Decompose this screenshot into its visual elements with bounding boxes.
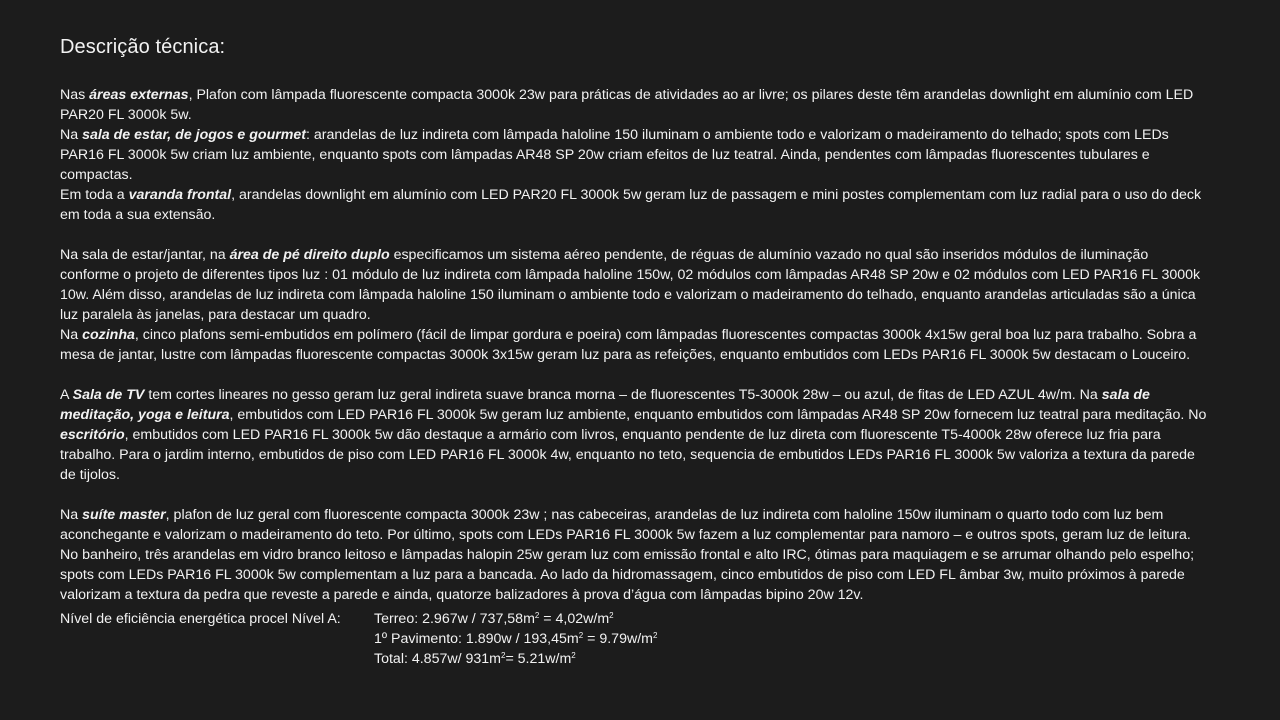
description-paragraph [60,245,1210,325]
description-paragraph [60,385,1210,485]
paragraph-text: Em toda a [60,187,129,203]
energy-efficiency-label: Nível de eficiência energética procel Nível A: [60,611,341,627]
paragraph-text: Nas [60,87,90,103]
superscript: 2 [652,631,658,640]
paragraph-text: , embutidos com LED PAR16 FL 3000k 5w geram luz ambiente, enquanto embutidos com lâmpadas AR48 SP 20w fornecem luz teatral para meditação. No [229,407,1207,423]
energy-efficiency-values [374,609,657,669]
description-paragraph [60,125,1210,185]
paragraph-text: , cinco plafons semi-embutidos em polímero (fácil de limpar gordura e poeira) com lâmpadas fluorescentes compactas 3000k 4x15w geral boa luz para trabalho. Sobra a mesa de jantar, lustre com lâmpadas fluorescente compactas 3000k 3x15w geram luz para as refeições, enquanto embutidos com LEDs PAR16 FL 3000k 5w destacam o Louceiro. [60,327,1197,363]
superscript: 2 [534,611,540,620]
paragraph-text: , arandelas downlight em alumínio com LED PAR20 FL 3000k 5w geram luz de passagem e mini postes complementam com luz radial para o uso do deck em toda a sua extensão. [60,187,1202,223]
emphasized-area-name: área de pé direito duplo [229,247,390,263]
efficiency-line [374,609,657,629]
efficiency-text: Terreo: 2.967w / 737,58m [374,611,535,627]
paragraph-gap [60,225,1210,245]
paragraph-gap [60,365,1210,385]
paragraph-gap [60,485,1210,505]
paragraph-text: Na [60,507,83,523]
paragraph-text: tem cortes lineares no gesso geram luz geral indireta suave branca morna – de fluorescentes T5-3000k 28w – ou azul, de fitas de LED AZUL 4w/m. Na [144,387,1102,403]
efficiency-text: = 4,02w/m [539,611,610,627]
page-title: Descrição técnica: [60,36,226,58]
paragraph-text: especificamos um sistema aéreo pendente, de réguas de alumínio vazado no qual são inseridos módulos de iluminação conforme o projeto de diferentes tipos luz : 01 módulo de luz indireta com lâmpada haloline 150w, 02 módulos com lâmpadas AR48 SP 20w e 02 módulos com LED PAR16 FL 3000k 10w. Além disso, arandelas de luz indireta com lâmpada haloline 150 iluminam o ambiente todo e valorizam o madeiramento do telhado, enquanto arandelas articuladas são a única luz paralela às janelas, para destacar um quadro. [60,247,1201,323]
superscript: 2 [578,631,584,640]
emphasized-area-name: Sala de TV [72,387,145,403]
superscript: 2 [571,651,576,660]
paragraph-text: Na sala de estar/jantar, na [60,247,230,263]
description-paragraph [60,85,1210,125]
emphasized-area-name: áreas externas [89,87,189,103]
superscript: 2 [500,651,506,660]
paragraph-text: , plafon de luz geral com fluorescente compacta 3000k 23w ; nas cabeceiras, arandelas de luz indireta com haloline 150w iluminam o quarto todo com luz bem aconchegante e valorizam o madeiramento do teto. Por último, spots com LEDs PAR16 FL 3000k 5w fazem a luz complementar para namoro – e outros spots, geram luz de leitura. No banheiro, três arandelas em vidro branco leitoso e lâmpadas halopin 25w geram luz com emissão frontal e alto IRC, ótimas para maquiagem e se arrumar olhando pelo espelho; spots com LEDs PAR16 FL 3000k 5w complementam a luz para a bancada. Ao lado da hidromassagem, cinco embutidos de piso com LED FL âmbar 3w, muito próximos à parede valorizam a textura da pedra que reveste a parede e ainda, quatorze balizadores à prova d’água com lâmpadas bipino 20w 12v. [60,507,1195,603]
energy-efficiency-section [60,609,1210,669]
efficiency-line [374,629,657,649]
description-paragraph [60,185,1210,225]
efficiency-text: = 9.79w/m [583,631,653,647]
paragraph-text: , Plafon com lâmpada fluorescente compacta 3000k 23w para práticas de atividades ao ar livre; os pilares deste têm arandelas downlight em alumínio com LED PAR20 FL 3000k 5w. [60,87,1194,123]
superscript: 2 [609,611,614,620]
paragraph-text: : arandelas de luz indireta com lâmpada haloline 150 iluminam o ambiente todo e valorizam o madeiramento do telhado; spots com LEDs PAR16 FL 3000k 5w criam luz ambiente, enquanto spots com lâmpadas AR48 SP 20w criam efeitos de luz teatral. Ainda, pendentes com lâmpadas fluorescentes tubulares e compactas. [60,127,1169,183]
emphasized-area-name: cozinha [82,327,135,343]
paragraph-text: Na [60,127,83,143]
description-paragraph [60,505,1210,605]
emphasized-area-name: escritório [60,427,125,443]
efficiency-text: Total: 4.857w/ 931m [374,651,501,667]
efficiency-line [374,649,657,669]
emphasized-area-name: sala de meditação, yoga e leitura [60,387,1150,423]
paragraph-text: Na [60,327,83,343]
description-body [60,85,1210,605]
efficiency-text: = 5.21w/m [505,651,572,667]
paragraph-text: , embutidos com LED PAR16 FL 3000k 5w dão destaque a armário com livros, enquanto pendente de luz direta com fluorescente T5-4000k 28w oferece luz fria para trabalho. Para o jardim interno, embutidos de piso com LED PAR16 FL 3000k 4w, enquanto no teto, sequencia de embutidos LEDs PAR16 FL 3000k 5w valoriza a textura da parede de tijolos. [60,427,1195,483]
emphasized-area-name: suíte master [82,507,166,523]
emphasized-area-name: sala de estar, de jogos e gourmet [82,127,307,143]
paragraph-text: A [60,387,73,403]
description-paragraph [60,325,1210,365]
emphasized-area-name: varanda frontal [128,187,232,203]
efficiency-text: 1º Pavimento: 1.890w / 193,45m [374,631,579,647]
